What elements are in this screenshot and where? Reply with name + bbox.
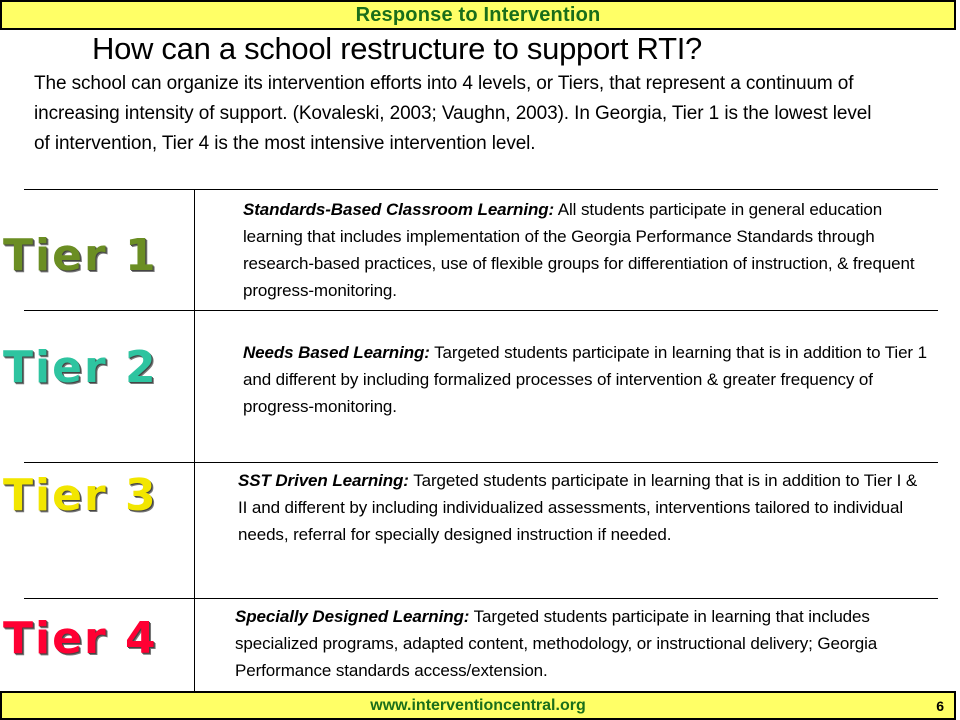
tier-1-lead: Standards-Based Classroom Learning: bbox=[243, 200, 555, 219]
tier-4-label: Tier 4 bbox=[3, 613, 158, 664]
tier-3-text: Targeted students participate in learning that is in addition to Tier I & II and different by including individualized assessments, interventions tailored to individual needs, referral for specially designed instruction if needed. bbox=[238, 471, 918, 544]
tier-2-description bbox=[243, 339, 941, 420]
divider-3 bbox=[24, 598, 938, 599]
header-banner bbox=[0, 0, 956, 30]
slide-title: How can a school restructure to support RTI? bbox=[92, 31, 702, 66]
tier-2-label: Tier 2 bbox=[3, 342, 158, 393]
tier-3-lead: SST Driven Learning: bbox=[238, 471, 409, 490]
banner-title: Response to Intervention bbox=[355, 4, 601, 26]
tier-4-text: Targeted students participate in learning that includes specialized programs, adapted content, methodology, or instructional delivery; Georgia Performance standards access/extension. bbox=[235, 607, 878, 680]
tier-4-lead: Specially Designed Learning: bbox=[235, 607, 470, 626]
tier-1-label: Tier 1 bbox=[3, 230, 158, 281]
divider-2 bbox=[24, 462, 938, 463]
tier-1-text: All students participate in general education learning that includes implementation of the Georgia Performance Standards through research-based practices, use of flexible groups for differentiation of instruction, & frequent progress-monitoring. bbox=[243, 200, 915, 300]
page-number: 6 bbox=[936, 698, 944, 714]
tier-2-lead: Needs Based Learning: bbox=[243, 343, 430, 362]
tier-4-description bbox=[235, 603, 935, 684]
divider-top bbox=[24, 189, 938, 190]
tier-3-label: Tier 3 bbox=[3, 470, 158, 521]
column-divider bbox=[194, 189, 195, 691]
footer-banner bbox=[0, 691, 956, 720]
tier-1-description bbox=[243, 196, 933, 304]
divider-1 bbox=[24, 310, 938, 311]
intro-paragraph: The school can organize its intervention efforts into 4 levels, or Tiers, that represent a continuum of increasing intensity of support. (Kovaleski, 2003; Vaughn, 2003). In Georgia, Tier 1 is the lowest level of intervention, Tier 4 is the most intensive intervention level. bbox=[34, 73, 872, 154]
tier-2-text: Targeted students participate in learning that is in addition to Tier 1 and different by including formalized processes of intervention & greater frequency of progress-monitoring. bbox=[243, 343, 927, 416]
footer-url[interactable]: www.interventioncentral.org bbox=[370, 697, 586, 714]
tier-3-description bbox=[238, 467, 928, 548]
